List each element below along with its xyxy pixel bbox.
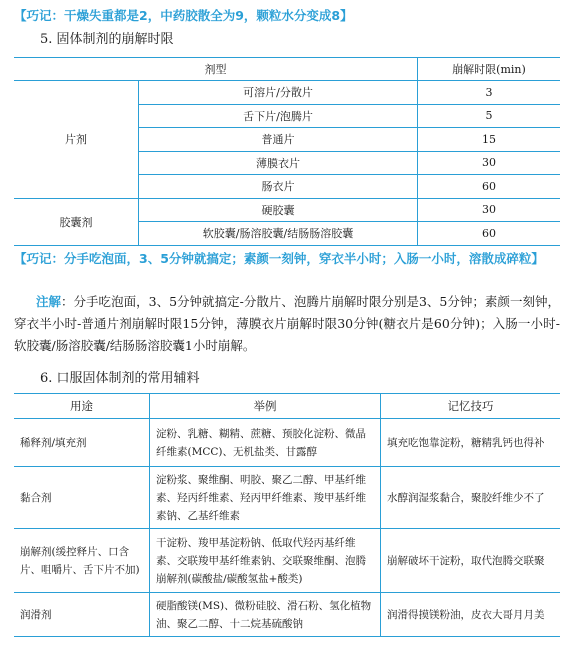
mnemonic-tip-2: 【巧记：分手吃泡面，3、5分钟就搞定；素颜一刻钟，穿衣半小时；入肠一小时，溶散成碎粒】: [14, 251, 544, 266]
time-limit: 15: [418, 128, 561, 152]
time-limit: 5: [418, 104, 561, 128]
excipient-memory-tip: 填充吃饱靠淀粉，糖精乳钙也得补: [381, 419, 561, 467]
mnemonic-tip-1: 【巧记：干燥失重都是2，中药胶散全为9，颗粒水分变成8】: [14, 8, 353, 23]
col-header-examples: 举例: [150, 394, 381, 419]
time-limit: 30: [418, 198, 561, 222]
dosage-form: 硬胶囊: [139, 198, 418, 222]
time-limit: 60: [418, 222, 561, 246]
table-row: [14, 467, 560, 529]
excipient-use: 黏合剂: [14, 467, 150, 529]
excipient-examples: 硬脂酸镁(MS)、微粉硅胶、滑石粉、氢化植物油、聚乙二醇、十二烷基硫酸钠: [150, 593, 381, 637]
disintegration-time-table: [14, 57, 560, 246]
note-label: 注解: [36, 294, 62, 309]
excipient-examples: 干淀粉、羧甲基淀粉钠、低取代羟丙基纤维素、交联羧甲基纤维素钠、交联聚维酮、泡腾崩解剂(碳酸盐/碳酸氢盐+酸类): [150, 529, 381, 593]
group-label-capsules: 胶囊剂: [14, 198, 139, 245]
table-row: [14, 198, 560, 222]
col-header-time-limit: 崩解时限(min): [418, 58, 561, 81]
col-header-memory-tip: 记忆技巧: [381, 394, 561, 419]
table-header-row: [14, 58, 560, 81]
excipient-memory-tip: 水醇润湿浆黏合，聚胶纤维少不了: [381, 467, 561, 529]
group-label-tablets: 片剂: [14, 81, 139, 199]
excipient-memory-tip: 崩解破坏干淀粉，取代泡腾交联聚: [381, 529, 561, 593]
dosage-form: 软胶囊/肠溶胶囊/结肠肠溶胶囊: [139, 222, 418, 246]
table-header-row: [14, 394, 560, 419]
col-header-use: 用途: [14, 394, 150, 419]
table-row: [14, 419, 560, 467]
time-limit: 60: [418, 175, 561, 199]
excipient-use: 润滑剂: [14, 593, 150, 637]
table-row: [14, 529, 560, 593]
excipient-memory-tip: 润滑得摸镁粉油，皮衣大哥月月美: [381, 593, 561, 637]
dosage-form: 舌下片/泡腾片: [139, 104, 418, 128]
note-paragraph: [14, 291, 560, 357]
dosage-form: 可溶片/分散片: [139, 81, 418, 105]
col-header-dosage-form: 剂型: [14, 58, 418, 81]
time-limit: 3: [418, 81, 561, 105]
time-limit: 30: [418, 151, 561, 175]
dosage-form: 薄膜衣片: [139, 151, 418, 175]
excipients-table: [14, 393, 560, 637]
dosage-form: 肠衣片: [139, 175, 418, 199]
excipient-use: 崩解剂(缓控释片、口含片、咀嚼片、舌下片不加): [14, 529, 150, 593]
excipient-examples: 淀粉浆、聚维酮、明胶、聚乙二醇、甲基纤维素、羟丙纤维素、羟丙甲纤维素、羧甲基纤维素钠、乙基纤维素: [150, 467, 381, 529]
excipient-use: 稀释剂/填充剂: [14, 419, 150, 467]
note-text: ：分手吃泡面，3、5分钟就搞定-分散片、泡腾片崩解时限分别是3、5分钟；素颜一刻钟，穿衣半小时-普通片剂崩解时限15分钟，薄膜衣片崩解时限30分钟(糖衣片是60分钟)；入肠一小时-软胶囊/肠溶胶囊/结肠肠溶胶囊1小时崩解。: [14, 294, 560, 353]
section-heading-5: 5. 固体制剂的崩解时限: [40, 32, 174, 47]
table-row: [14, 593, 560, 637]
dosage-form: 普通片: [139, 128, 418, 152]
excipient-examples: 淀粉、乳糖、糊精、蔗糖、预胶化淀粉、微晶纤维素(MCC)、无机盐类、甘露醇: [150, 419, 381, 467]
section-heading-6: 6. 口服固体制剂的常用辅料: [40, 371, 200, 386]
table-row: [14, 81, 560, 105]
